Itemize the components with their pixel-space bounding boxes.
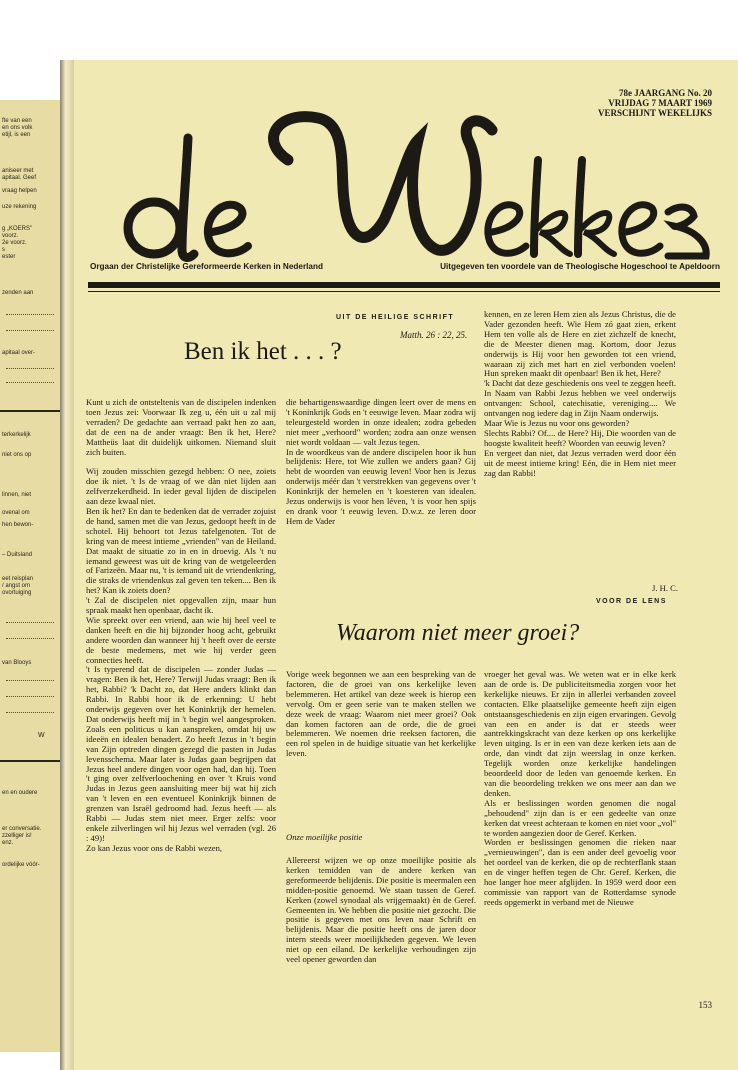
left-fragment: niet ons op xyxy=(2,452,32,458)
page-number: 153 xyxy=(698,1000,712,1010)
left-fragment: hen bewon- xyxy=(2,522,34,528)
left-fragment: aniseer met xyxy=(2,168,34,174)
dotted-line xyxy=(6,680,54,681)
left-fragment: van Blooys xyxy=(2,660,32,666)
article2-intro: Vorige week begonnen we aan een bespreking van de factoren, die de groei van ons kerkelijke leven belemmeren. Het artikel van deze week is hierop een vervolg. Om er geen serie van te maken stellen we deze week de vraag: Waarom niet meer groei? Ook dan komen factoren aan de orde, die de groei belemmeren. We noemen drie reeksen factoren, die een rol spelen in de huidige situatie van het kerkelijke leven. xyxy=(286,669,476,759)
left-fragment: apitaal over- xyxy=(2,350,36,356)
article2-kicker: VOOR DE LENS xyxy=(596,598,667,605)
left-fragment: uze rekening xyxy=(2,204,37,210)
left-fragment: ordelijke vóór- xyxy=(2,862,40,868)
issue-volume: 78e JAARGANG No. 20 xyxy=(619,88,712,98)
left-fragment: g „KOERS" xyxy=(2,226,33,232)
article2-body: Allereerst wijzen we op onze moeilijke positie als kerken temidden van de andere kerken van gereformeerde belijdenis. Die positie is meermalen een midden-positie genoemd. We staan tussen de Geref. Kerken (zowel synodaal als vrijgemaakt) èn de Geref. Gemeenten in. We hebben die positie niet gezocht. Die positie is gegeven met ons leven naar Schrift en belijdenis. Maar die positie heeft ons de jaren door intern steeds weer moeilijkheden gegeven. We leven niet op een eiland. De kerkelijke verhoudingen zijn veel opener geworden dan xyxy=(286,855,476,965)
left-fragment: er conversatie. xyxy=(2,826,42,832)
masthead-tagline-right: Uitgegeven ten voordele van de Theologische Hogeschool te Apeldoorn xyxy=(440,262,720,271)
left-fragment: apitaal. Geef xyxy=(2,175,37,181)
left-fragment: 2e voorz. xyxy=(2,240,27,246)
masthead-rule-thick xyxy=(88,282,720,288)
article1-column-2: die behartigenswaardige dingen leert over de mens en 't Koninkrijk Gods en 't eeuwige leven. Maar zodra wij teleurgesteld worden in onze idealen; zodra gebeden niet meer „verhoord" worden; zodra aan onze wensen niet wordt voldaan — valt Jezus tegen. In de woordkeus van de andere discipelen hoor ik hun belijdenis: Here, tot Wie zullen we anders gaan? Gij hebt de woorden van eeuwig leven! Voor hen is Jezus onderwijs méér dan 't verstrekken van gegevens over 't Koninkrijk der hemelen en 't koesteren van idealen. Jezus onderwijs is voor hen léven, 't is voor hen spijs en drank voor 't eeuwig leven. D.w.z. ze leren door Hem de Vader xyxy=(286,397,476,526)
masthead-logo xyxy=(108,100,718,270)
dotted-line xyxy=(6,622,54,623)
issue-frequency: VERSCHIJNT WEKELIJKS xyxy=(598,108,712,118)
left-fragment: en en oudere xyxy=(2,790,38,796)
left-rule xyxy=(0,760,60,762)
dotted-line xyxy=(6,696,54,697)
binding-gutter xyxy=(60,60,74,1070)
left-fragment: eet reisplan xyxy=(2,576,34,582)
left-fragment: enz. xyxy=(2,840,14,846)
dotted-line xyxy=(6,638,54,639)
masthead-rule-thin xyxy=(88,291,720,292)
dotted-line xyxy=(6,368,54,369)
left-fragment: terkerkelijk xyxy=(2,432,31,438)
issue-date: VRIJDAG 7 MAART 1969 xyxy=(608,98,712,108)
left-fragment: – Duitsland xyxy=(2,552,33,558)
article2-title: Waarom niet meer groei? xyxy=(336,620,580,646)
article1-kicker: UIT DE HEILIGE SCHRIFT xyxy=(336,314,455,321)
left-fragment: vraag helpen xyxy=(2,188,37,194)
left-fragment: W xyxy=(38,732,45,739)
article1-column-1: Kunt u zich de ontsteltenis van de discipelen indenken toen Jezus zei: Voorwaar Ik zeg u, één uit u zal mij verraden? De gedachte aan verraad pakt hen zo aan, dat de een na de ander vraagt: Ben ik het, Here? Mattheüs laat dit duidelijk uitkomen. Niemand sluit zich buiten. Wij zouden misschien gezegd hebben: O nee, zoiets doe ik niet. 't Is de vraag of we dàn niet lijden aan zelfverzekerdheid. In ieder geval lijden de discipelen aan deze kwaal niet. Ben ik het? En dan te bedenken dat de verrader zojuist de hand, samen met die van Jezus, gedoopt heeft in de schotel. Hij behoort tot Jezus tafelgenoten. Tot de kring van de meest intieme „vrienden" van de Heiland. Dat maakt de situatie zo in en in droevig. Als 't nu iemand geweest was uit de kring van de wetgeleerden of Farizeën. Maar nu, 't is iemand uit de vriendenkring, die straks de vriendenkus zal geven ten teken.... Ben ik het? Kan ik zoiets doen? 't Zal de discipelen niet opgevallen zijn, maar hun spraak maakt hen openbaar, dacht ik. Wie spreekt over een vriend, aan wie hij heel veel te danken heeft en die hij bijzonder hoog acht, gebruikt andere woorden dan wanneer hij 't heeft over de eerste de beste medemens, met wie hij verder geen connecties heeft. 't Is typerend dat de discipelen — zonder Judas — vragen: Ben ik het, Here? Terwijl Judas vraagt: Ben ik het, Rabbi? 'k Dacht zo, dat Here anders klinkt dan Rabbi. In Rabbi hoor ik de erkenning: U hebt onderwijs gegeven over het Koninkrijk der hemelen. Dat onderwijs heeft mij in 't begin wel aangesproken. Zoals een politicus u kan aanspreken, omdat hij uw ideeën en idealen benadert. Zo heeft Jezus in 't begin van Zijn optreden dingen gezegd die pasten in Judas levensschema. Maar later is Judas gaan begrijpen dat Jezus heel andere dingen voor ogen had, dan hij. Toen 't ging over zelfverloochening en over 't Kruis vond Judas in Jezus geen aansluiting meer bij wat hij zich van 't leven en een eventueel Koninkrijk binnen de grenzen van Israël gedroomd had. Jezus heeft — als Rabbi — Judas stem niet meer. Erger zelfs: voor enkele zilverlingen wil hij Jezus wel verraden (vgl. 26 : 49)! Zo kan Jezus voor ons de Rabbi wezen, xyxy=(86,397,276,853)
left-fragment: fte van een xyxy=(2,118,32,124)
article2-column-3: vroeger het geval was. We weten wat er in elke kerk aan de orde is. De publiciteitsmedia zorgen voor het kerkelijke nieuws. Er zijn in allerlei verbanden zoveel contacten. Elke plaatselijke gemeente heeft zijn eigen ontstaansgeschiedenis en zijn eigen ervaringen. Gevolg van een en ander is dat er steeds weer aantrekkingskracht van deze kerken op ons kerkelijke leven uitging. Is er in een van deze kerken iets aan de orde, dan vindt dat zijn weerslag in onze kerken. Tegelijk worden onze kerkelijke handelingen beoordeeld door de leden van genoemde kerken. En van die beoordeling trekken we ons meer aan dan we denken. Als er beslissingen worden genomen die nogal „behoudend" zijn dan is er een gedeelte van onze kerken dat vreest achteraan te komen en niet voor „vol" te worden aangezien door de Geref. Kerken. Worden er beslissingen genomen die rieken naar „vernieuwingen", dan is een ander deel gevoelig voor het oordeel van de kerken, die op de rechterflank staan en de vinger heffen tegen de Chr. Geref. Kerken, die hoe langer hoe meer afglijden. In 1959 werd door een commissie van rapport van de Rotterdamse synode reeds opgemerkt in verband met de Nieuwe xyxy=(484,669,676,907)
article1-title: Ben ik het . . . ? xyxy=(184,338,342,365)
left-fragment: / angst om xyxy=(2,583,31,589)
left-fragment: ester xyxy=(2,254,16,260)
left-fragment: etijl, is een xyxy=(2,132,31,138)
left-fragment: s xyxy=(2,247,5,253)
left-fragment: zzelliger is! xyxy=(2,833,32,839)
article2-subheading: Onze moeilijke positie xyxy=(286,832,363,842)
dotted-line xyxy=(6,330,54,331)
left-rule xyxy=(0,410,60,412)
article1-column-3: kennen, en ze leren Hem zien als Jezus Christus, die de Vader gezonden heeft. Wie Hem zó gaat zien, erkent Hem ten volle als de Here en ziet zichzelf de knecht, die de Meester dienen mag. Kortom, door Jezus onderwijs is Hij voor hen geworden tot een vriend, waaraan zij zich met hart en ziel verbonden voelen! Hun spreken maakt dit openbaar! Ben ik het, Here? 'k Dacht dat deze geschiedenis ons veel te zeggen heeft. In Naam van Rabbi Jezus hebben we veel onderwijs ontvangen: School, catechisatie, vereniging.... We ontvangen nog iedere dag in Zijn Naam onderwijs. Maar Wie is Jezus nu voor ons geworden? Slechts Rabbi? Of.... de Here? Hij, Die woorden van de hoogste kwaliteit heeft? Woorden van eeuwig leven? En vergeet dan niet, dat Jezus verraden werd door één uit de meest intieme kring! Eén, die in Hem niet meer zag dan Rabbi! xyxy=(484,309,676,478)
masthead-tagline-left: Orgaan der Christelijke Gereformeerde Kerken in Nederland xyxy=(90,262,323,271)
left-fragment: en ons volk xyxy=(2,125,33,131)
dotted-line xyxy=(6,314,54,315)
left-page-strip xyxy=(0,100,60,1052)
left-fragment: ovortuiging xyxy=(2,590,32,596)
dotted-line xyxy=(6,382,54,383)
article1-signature: J. H. C. xyxy=(651,583,678,593)
left-fragment: ovenal om xyxy=(2,510,30,516)
left-fragment: zenden aan xyxy=(2,290,34,296)
scripture-reference: Matth. 26 : 22, 25. xyxy=(400,330,468,340)
dotted-line xyxy=(6,712,54,713)
left-fragment: linnen, niet xyxy=(2,492,32,498)
left-fragment: voorz. xyxy=(2,233,19,239)
newspaper-page xyxy=(74,60,738,1070)
